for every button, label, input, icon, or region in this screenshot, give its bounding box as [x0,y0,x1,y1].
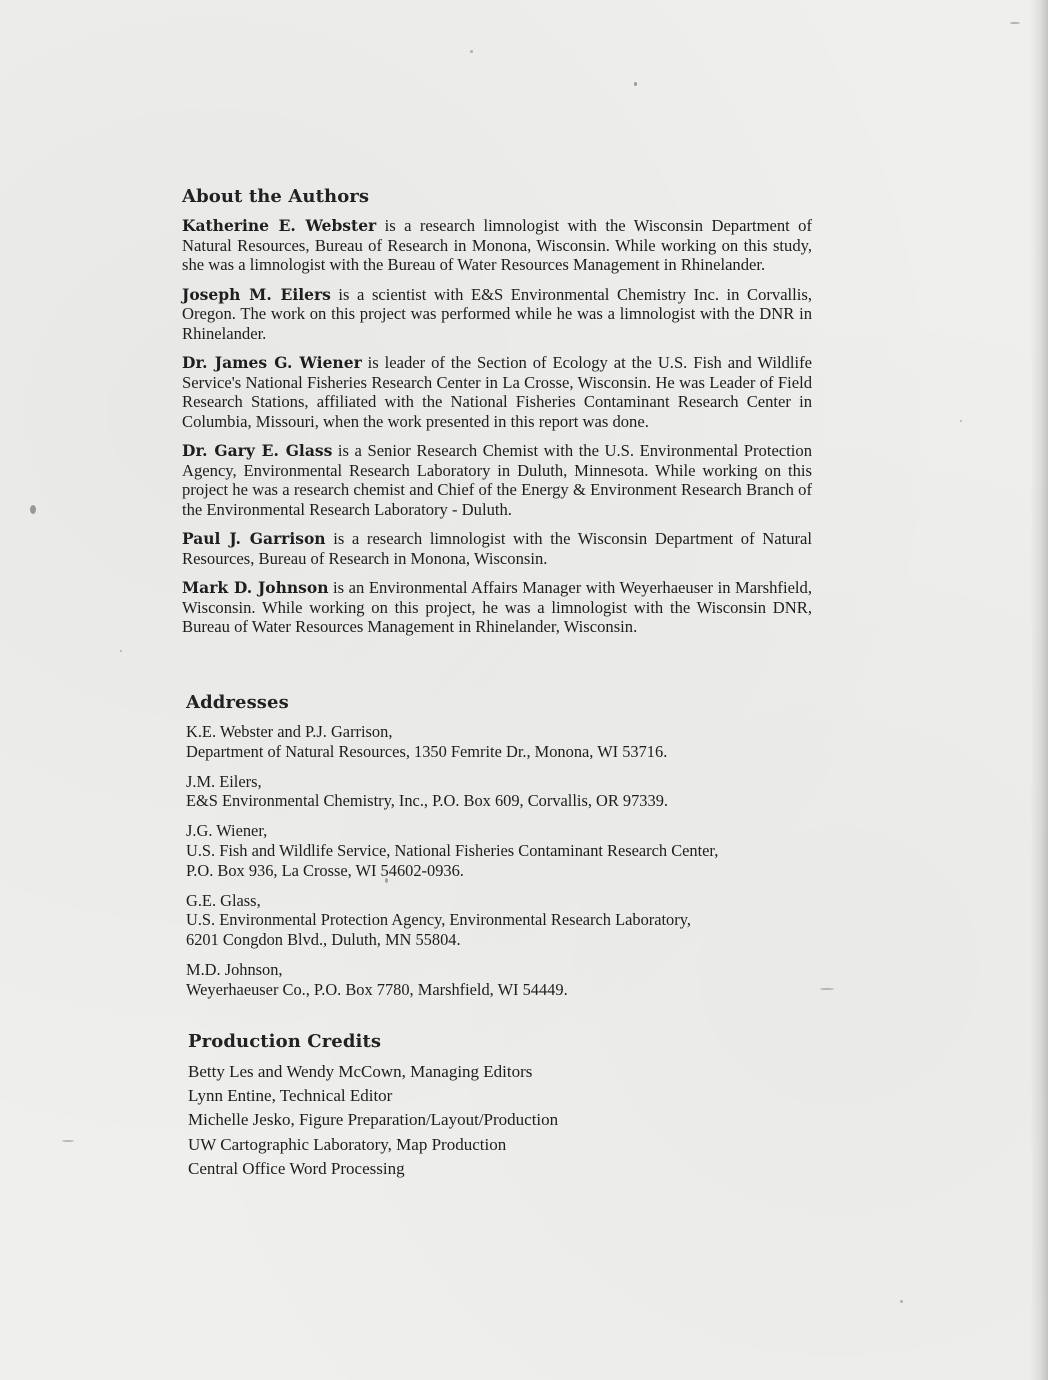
address-line: E&S Environmental Chemistry, Inc., P.O. Box 609, Corvallis, OR 97339. [186,791,668,811]
address-line: Weyerhaeuser Co., P.O. Box 7780, Marshfield, WI 54449. [186,979,568,999]
author-name: Joseph M. Eilers [182,284,331,304]
credit-item: UW Cartographic Laboratory, Map Production [188,1134,507,1154]
address-line: P.O. Box 936, La Crosse, WI 54602-0936. [186,860,464,880]
address-entry [186,960,718,1000]
about-authors-section [182,186,812,637]
credit-item: Lynn Entine, Technical Editor [188,1086,393,1106]
production-credits-section [188,1031,558,1181]
address-line: J.G. Wiener, [186,821,268,841]
author-name: Paul J. Garrison [182,529,326,548]
scan-speck [120,650,122,652]
address-entry [186,891,718,950]
author-bio-text: is a scientist with E&S Environmental Chemistry Inc. in Corvallis, Oregon. The work on this project was performed while he was a limnologist with the DNR in Rhinelander. [182,284,812,343]
author-bio-text: is leader of the Section of Ecology at the U.S. Fish and Wildlife Service's National Fisheries Research Center in La Crosse, Wisconsin. He was Leader of Field Research Stations, affiliated with the National Fisheries Contaminant Research Center in Columbia, Missouri, when the work presented in this report was done. [182,353,812,431]
scan-speck [470,50,473,53]
author-bio-wiener [182,353,812,431]
address-line: U.S. Environmental Protection Agency, Environmental Research Laboratory, [186,910,691,930]
about-authors-heading: About the Authors [182,186,370,207]
author-bio-eilers [182,285,812,344]
addresses-heading: Addresses [186,692,289,713]
production-credits-heading: Production Credits [188,1031,382,1052]
credit-item: Michelle Jesko, Figure Preparation/Layout/Production [188,1110,559,1130]
author-bio-text: is an Environmental Affairs Manager with Weyerhaeuser in Marshfield, Wisconsin. While working on this project, he was a limnologist with the Wisconsin DNR, Bureau of Water Resources Management in Rhinelander, Wisconsin. [182,578,812,636]
author-name: Mark D. Johnson [182,578,329,597]
page-edge-shadow [1030,0,1048,1380]
author-bio-text: is a research limnologist with the Wisconsin Department of Natural Resources, Bureau of Research in Monona, Wisconsin. While working on this study, she was a limnologist with the Bureau of Water Resources Management in Rhinelander. [182,216,812,274]
address-line: K.E. Webster and P.J. Garrison, [186,722,393,741]
author-name: Dr. James G. Wiener [182,353,362,372]
address-line: G.E. Glass, [186,890,261,910]
address-line: Department of Natural Resources, 1350 Femrite Dr., Monona, WI 53716. [186,741,668,761]
author-bio-glass [182,441,812,519]
scan-speck [30,505,36,514]
address-line: J.M. Eilers, [186,771,262,791]
credits-list [188,1060,558,1181]
scan-speck [634,82,637,86]
credit-item: Betty Les and Wendy McCown, Managing Editors [188,1062,533,1081]
scan-speck [900,1300,903,1303]
addresses-section [186,692,718,1000]
address-entry [186,821,718,880]
author-name: Dr. Gary E. Glass [182,441,333,460]
author-bio-johnson [182,578,812,637]
address-line: M.D. Johnson, [186,959,283,979]
address-entry [186,772,718,812]
scan-speck [1010,22,1020,24]
address-entry [186,722,718,762]
author-bio-garrison [182,529,812,568]
address-line: U.S. Fish and Wildlife Service, National Fisheries Contaminant Research Center, [186,840,719,860]
scan-speck [820,988,834,990]
author-name: Katherine E. Webster [182,216,377,235]
scan-speck [62,1140,74,1142]
author-bio-text: is a Senior Research Chemist with the U.S. Environmental Protection Agency, Environmental Research Laboratory in Duluth, Minnesota. While working on this project he was a research chemist and Chief of the Energy & Environment Research Branch of the Environmental Research Laboratory - Duluth. [182,441,813,519]
author-bio-webster [182,216,812,275]
scan-speck [960,420,962,422]
author-bio-text: is a research limnologist with the Wisconsin Department of Natural Resources, Bureau of Research in Monona, Wisconsin. [182,529,813,568]
credit-item: Central Office Word Processing [188,1158,405,1178]
address-line: 6201 Congdon Blvd., Duluth, MN 55804. [186,930,461,950]
